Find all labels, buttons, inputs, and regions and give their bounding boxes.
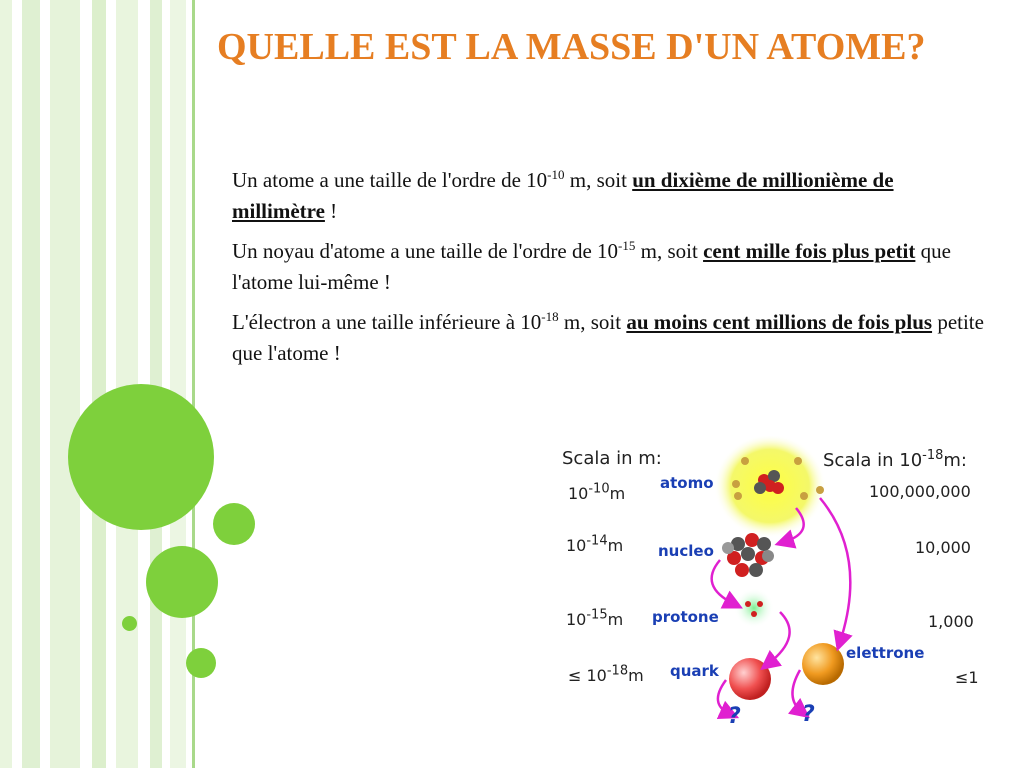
- electron-dot: [734, 492, 742, 500]
- paragraph-text: m, soit: [564, 168, 633, 192]
- atom-scale-diagram: [558, 436, 988, 756]
- scale-base: 10: [568, 484, 589, 503]
- electron-dot: [800, 492, 808, 500]
- stripe: [50, 0, 80, 768]
- right-value-nucleus: 10,000: [915, 538, 971, 557]
- quark-dot: [757, 601, 763, 607]
- scale-unit: m: [607, 536, 624, 555]
- quark-dot: [745, 601, 751, 607]
- arrow: [712, 560, 734, 604]
- scale-value-proton: [566, 607, 624, 629]
- right-value-quark: ≤1: [955, 668, 979, 687]
- exponent: -10: [547, 167, 565, 182]
- label-quark: quark: [670, 662, 719, 680]
- stripe: [0, 0, 12, 768]
- scale-value-quark: [568, 663, 644, 685]
- header-text: m:: [943, 450, 967, 471]
- scale-base: ≤ 10: [568, 666, 607, 685]
- label-protone: protone: [652, 608, 719, 626]
- decorative-circle-small: [122, 616, 137, 631]
- arrow: [792, 670, 802, 712]
- scale-unit: m: [607, 610, 624, 629]
- decorative-stripes: [0, 0, 200, 768]
- emphasis-text: cent mille fois plus petit: [703, 239, 916, 263]
- arrow: [768, 612, 790, 664]
- stripe: [22, 0, 40, 768]
- slide-body: [232, 165, 984, 378]
- header-text: Scala in 10: [823, 450, 923, 471]
- label-elettrone: elettrone: [846, 644, 925, 662]
- quark-dot: [751, 611, 757, 617]
- electron-dot: [741, 457, 749, 465]
- paragraph-text: Un atome a une taille de l'ordre de 10: [232, 168, 548, 192]
- exponent: -14: [586, 533, 608, 549]
- scale-unit: m: [609, 484, 626, 503]
- stripe: [170, 0, 186, 768]
- decorative-circle-large: [68, 384, 214, 530]
- decorative-circle: [213, 503, 255, 545]
- stripe: [92, 0, 106, 768]
- decorative-circle: [186, 648, 216, 678]
- left-scale-header: Scala in m:: [562, 448, 662, 469]
- label-nucleo: nucleo: [658, 542, 714, 560]
- exponent: -15: [586, 607, 608, 623]
- nucleus-cluster: [722, 533, 774, 577]
- paragraph-electron-size: [232, 307, 984, 369]
- quark-ball: [729, 658, 771, 700]
- paragraph-text: petite que l'atome !: [232, 310, 984, 365]
- exponent: -15: [618, 238, 636, 253]
- electron-ball: [802, 643, 844, 685]
- paragraph-text: m, soit: [558, 310, 627, 334]
- right-value-proton: 1,000: [928, 612, 974, 631]
- paragraph-text: L'électron a une taille inférieure à 10: [232, 310, 542, 334]
- exponent: -18: [606, 663, 629, 679]
- scale-value-atom: [568, 481, 626, 503]
- question-mark-quark: ?: [728, 704, 741, 729]
- paragraph-text: que l'atome lui-même !: [232, 239, 951, 294]
- decorative-circle: [146, 546, 218, 618]
- proton-glow: [734, 588, 774, 628]
- electron-dot: [816, 486, 824, 494]
- scale-base: 10: [566, 536, 587, 555]
- scale-unit: m: [628, 666, 644, 685]
- exponent: -18: [922, 448, 944, 463]
- right-scale-header: [823, 450, 967, 471]
- paragraph-text: m, soit: [635, 239, 704, 263]
- scale-value-nucleus: [566, 533, 624, 555]
- paragraph-text: Un noyau d'atome a une taille de l'ordre de 10: [232, 239, 619, 263]
- emphasis-text: au moins cent millions de fois plus: [626, 310, 933, 334]
- question-mark-electron: ?: [802, 702, 815, 727]
- arrow: [820, 498, 850, 642]
- slide-title: QUELLE EST LA MASSE D'UN ATOME?: [217, 26, 926, 68]
- right-value-atom: 100,000,000: [869, 482, 971, 501]
- scale-base: 10: [566, 610, 587, 629]
- label-atomo: atomo: [660, 474, 714, 492]
- emphasis-text: un dixième de millionième de millimètre: [232, 168, 894, 223]
- exponent: -10: [588, 481, 610, 497]
- paragraph-nucleus-size: [232, 236, 984, 298]
- paragraph-atom-size: [232, 165, 984, 227]
- exponent: -18: [541, 309, 559, 324]
- electron-dot: [794, 457, 802, 465]
- electron-dot: [732, 480, 740, 488]
- paragraph-text: !: [324, 199, 338, 223]
